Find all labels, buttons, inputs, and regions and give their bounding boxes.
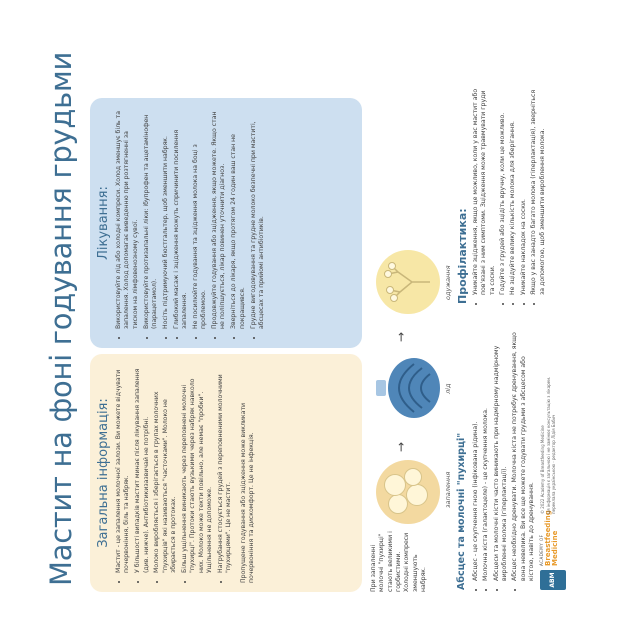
lobule-icon bbox=[406, 484, 428, 506]
abscess-list bbox=[472, 331, 539, 590]
list-item: • Нагрубання стосується грудей з переповненими молочними "пухирцями". Це не мастит. bbox=[217, 363, 234, 573]
general-info-box bbox=[90, 354, 362, 592]
fine-line: © 2022 Academy of Breastfeeding Medicine bbox=[540, 425, 545, 514]
abscess-heading: Абсцес та молочні "пухирці" bbox=[456, 432, 467, 590]
treatment-list bbox=[115, 107, 266, 339]
list-item: • Використовуйте протизапальні ліки: ібупрофен та ацетамінофен (парацетамол). bbox=[143, 107, 160, 329]
recovered-breast-illustration bbox=[376, 250, 440, 314]
list-item: • Якщо у вас занадто багато молока (гіперлактація), зверніться за допомогою, щоб зменшити вироблення молока. bbox=[530, 85, 547, 295]
page-title: Мастит на фоні годування грудьми bbox=[44, 51, 78, 586]
list-item: • Глибокий масаж і зцідження можуть спричинити посилення запалення. bbox=[173, 107, 190, 329]
fine-line: переклала українською · редактор Лідія Бабич bbox=[551, 414, 557, 514]
illustration-caption: При запаленні молочні "пухирці" стають великими і горбистими. Холодні компреси зменшують набряк. bbox=[370, 531, 428, 592]
list-item: • Мастит - це запалення молочної залози. Ви можете відчувати почервоніння, біль та набряк. bbox=[115, 363, 132, 573]
list-item: • Годуйте з грудей або зцідіть вручну, коли це можливо. bbox=[499, 85, 507, 295]
list-item: • Абсцеси та молочні кісти часто виникають при надмірному надмірному виробленні молока (гіперлактації). bbox=[493, 331, 510, 581]
general-info-heading: Загальна інформація: bbox=[96, 398, 111, 548]
org-name: Breastfeeding Medicine bbox=[544, 510, 560, 566]
general-info-note: Пропущене годування або зцідження може викликати почервоніння та дискомфорт. Це не інфекція. bbox=[239, 402, 256, 583]
treatment-box bbox=[90, 98, 362, 348]
list-item: • Носіть підтримуючий бюстгальтер, щоб зменшити набряк. bbox=[162, 107, 170, 329]
lobule-icon bbox=[388, 494, 408, 514]
arrow-icon: → bbox=[394, 331, 408, 342]
list-item: • У більшості випадків мастит минає після лікування запалення (див. нижче). Антибіотикизазвичай не потрібні. bbox=[134, 363, 151, 573]
list-item: • Більш ущільнення виникають через переповнені молочні "пухирці". Протоки стають вузькими через набряк навколо них. Молоко може текти повільно, але немає "пробки". Ущільнення не допоможе. bbox=[181, 363, 214, 573]
prevention-heading: Профілактика: bbox=[456, 208, 469, 304]
list-item: • Молочна кіста (галактоцеле) - це скупчення молока. bbox=[482, 331, 490, 581]
list-item: • Абсцес - це скупчення гною (інфікована рідина). bbox=[472, 331, 480, 581]
inflamed-label: запалення bbox=[444, 471, 452, 508]
list-item: • Уникайте накладок на соски. bbox=[520, 85, 528, 295]
logo-mark: ABM bbox=[540, 570, 566, 590]
list-item: • Продовжуйте годування або зцідження, якщо можете. Якщо стан не поліпшується, лікар повинен уточнити діагноз. bbox=[211, 107, 228, 329]
org-small-text: ACADEMY OF bbox=[539, 534, 544, 566]
list-item: • Не зцідуйте велику кількість молока для зберігання. bbox=[509, 85, 517, 295]
fine-line: Ця інформація є загальною і не замінює консультацію з лікарем. bbox=[545, 376, 551, 514]
general-info-list bbox=[115, 363, 234, 583]
list-item: • Зверніться до лікаря, якщо протягом 24 годин ваш стан не покращився. bbox=[230, 107, 247, 329]
lobule-tree-icon bbox=[376, 250, 440, 314]
list-item: • Грудне вигодовування та грудне молоко безпечні при маститі, абсцесах та прийомі антибіотиків. bbox=[250, 107, 267, 329]
list-item: • Використовуйте лід або холодні компреси. Холод зменшує біль та запалення. Холод допомагає виведенню при розтягненні за тиском на лімфовенозному сувої. bbox=[115, 107, 140, 329]
list-item: • Молоко виробляється і зберігається в групах молочних "пухирців" які називаються "часточками". Молоко не збирається в протоках. bbox=[153, 363, 178, 573]
lobule-icon bbox=[404, 468, 422, 486]
lobule-icon bbox=[384, 474, 406, 496]
recovery-label: одужання bbox=[444, 265, 452, 300]
treatment-heading: Лікування: bbox=[96, 186, 111, 260]
ice-pack-icon bbox=[374, 350, 444, 426]
list-item: • Уникайте зцідження, якщо це можливо, коли у вас мастит або пов'язані з ним симптоми. Зцідження може травмувати груди та соски. bbox=[472, 85, 497, 295]
prevention-list bbox=[472, 85, 549, 304]
rotated-content bbox=[40, 51, 576, 604]
inflamed-breast-illustration bbox=[376, 460, 440, 524]
list-item: • Абсцес необхідно дренувати. Молочна кіста не потребує дренування, якщо вона невелика. Ви все ще можете годувати грудьми з абсцесом або кістою, навіть до дренування. bbox=[511, 331, 536, 581]
ice-label: лід bbox=[444, 383, 452, 394]
arrow-icon: → bbox=[394, 441, 408, 452]
list-item: • Не посилюйте годування та зцідження молока на боці з проблемою. bbox=[192, 107, 209, 329]
